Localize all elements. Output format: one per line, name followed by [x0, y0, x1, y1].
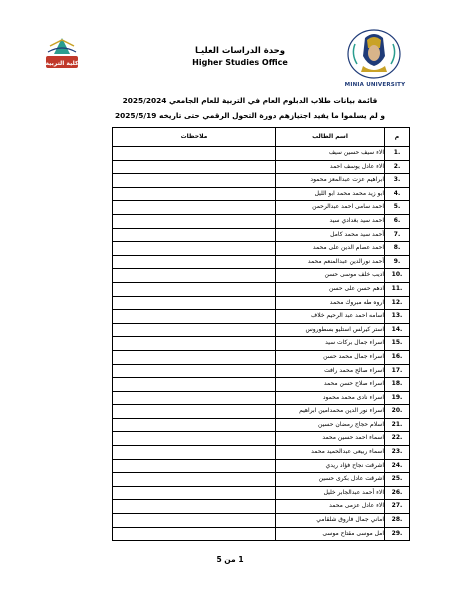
row-student-name: ادهم حسن على حسن — [276, 282, 385, 296]
table-row — [113, 459, 410, 473]
table-row — [113, 337, 410, 351]
row-student-name: أحمد نورالدين عبدالمنعم محمد — [276, 255, 385, 269]
row-student-name: اسماء ربيعى عبدالحميد محمد — [276, 446, 385, 460]
header-number: م — [385, 128, 410, 147]
row-number — [385, 405, 410, 419]
row-number-text: 7. — [393, 230, 401, 238]
row-student-name: امل موسى مقتاح موسى — [276, 527, 385, 541]
table-row — [113, 364, 410, 378]
row-number — [385, 378, 410, 392]
table-row — [113, 242, 410, 256]
row-student-name: اسراء نادى محمد محمود — [276, 391, 385, 405]
row-student-name: أحمد سيد محمد كامل — [276, 228, 385, 242]
row-notes — [113, 364, 276, 378]
table-row — [113, 486, 410, 500]
minia-university-label: MINIA UNIVERSITY — [344, 82, 406, 88]
row-number-text: 18. — [391, 380, 403, 388]
row-notes — [113, 296, 276, 310]
row-number-text: 11. — [391, 284, 403, 292]
row-number-text: 24. — [391, 461, 403, 469]
row-notes — [113, 337, 276, 351]
row-number — [385, 187, 410, 201]
row-student-name: اشرقت نجاح فؤاد ريدي — [276, 459, 385, 473]
page-number: 1 من 5 — [216, 555, 244, 564]
table-row — [113, 391, 410, 405]
row-number-text: 22. — [391, 434, 403, 442]
row-number — [385, 391, 410, 405]
row-number-text: 26. — [391, 488, 403, 496]
row-number — [385, 418, 410, 432]
row-number — [385, 201, 410, 215]
table-row — [113, 255, 410, 269]
row-notes — [113, 500, 276, 514]
minia-university-logo-icon — [345, 26, 403, 80]
faculty-of-education-logo-icon — [42, 36, 82, 74]
row-student-name: اسراء جمال بركات سيد — [276, 337, 385, 351]
row-student-name: ادیب خلف موسی حسن — [276, 269, 385, 283]
row-student-name: استر كيرلس استليو بسطوروس — [276, 323, 385, 337]
row-student-name: اسماء احمد حسين محمد — [276, 432, 385, 446]
table-row — [113, 323, 410, 337]
row-number-text: 25. — [391, 475, 403, 483]
row-notes — [113, 323, 276, 337]
row-number — [385, 160, 410, 174]
table-row — [113, 310, 410, 324]
row-number — [385, 269, 410, 283]
row-number — [385, 337, 410, 351]
row-number — [385, 323, 410, 337]
row-notes — [113, 201, 276, 215]
row-notes — [113, 282, 276, 296]
row-student-name: اروه طه مبروك محمد — [276, 296, 385, 310]
table-row — [113, 405, 410, 419]
row-number-text: 21. — [391, 420, 403, 428]
row-number-text: 5. — [393, 203, 401, 211]
document-title-line2: و لم يسلموا ما يفيد اجتيازهم دورة التحول الرقمي حتى تاريخه 2025/5/19 — [115, 111, 385, 120]
row-notes — [113, 242, 276, 256]
row-number-text: 8. — [393, 244, 401, 252]
row-number-text: 28. — [391, 516, 403, 524]
table-row — [113, 282, 410, 296]
row-number-text: 9. — [393, 257, 401, 265]
row-student-name: ابراهيم عزت عبدالمعز محمود — [276, 174, 385, 188]
row-student-name: اسراء جمال محمد حسن — [276, 350, 385, 364]
table-row — [113, 201, 410, 215]
row-number-text: 12. — [391, 298, 403, 306]
table-row — [113, 228, 410, 242]
row-number — [385, 147, 410, 161]
row-number-text: 23. — [391, 448, 403, 456]
row-number — [385, 473, 410, 487]
table-row — [113, 160, 410, 174]
table-row — [113, 446, 410, 460]
row-number — [385, 364, 410, 378]
row-notes — [113, 378, 276, 392]
row-notes — [113, 418, 276, 432]
table-row — [113, 432, 410, 446]
row-notes — [113, 446, 276, 460]
row-number — [385, 446, 410, 460]
table-row — [113, 473, 410, 487]
office-name-arabic: وحدة الدراسات العليـا — [194, 46, 286, 56]
table-row — [113, 174, 410, 188]
row-notes — [113, 486, 276, 500]
row-number — [385, 228, 410, 242]
row-student-name: اسامه احمد عبد الرحيم خلاف — [276, 310, 385, 324]
row-number-text: 14. — [391, 325, 403, 333]
row-number — [385, 310, 410, 324]
row-number — [385, 242, 410, 256]
table-row — [113, 514, 410, 528]
students-table — [112, 127, 410, 541]
row-number-text: 1. — [393, 149, 401, 156]
row-number — [385, 296, 410, 310]
row-notes — [113, 228, 276, 242]
header-student-name: اسم الطالب — [276, 128, 385, 147]
row-number-text: 19. — [391, 393, 403, 401]
row-notes — [113, 514, 276, 528]
table-row — [113, 214, 410, 228]
row-notes — [113, 160, 276, 174]
row-number-text: 17. — [391, 366, 403, 374]
table-row — [113, 350, 410, 364]
table-row — [113, 527, 410, 541]
row-student-name: الاء عادل عزمى محمد — [276, 500, 385, 514]
row-notes — [113, 255, 276, 269]
table-row — [113, 378, 410, 392]
row-number — [385, 500, 410, 514]
row-notes — [113, 147, 276, 161]
row-number-text: 20. — [391, 407, 403, 415]
row-number-text: 3. — [393, 176, 401, 184]
table-row — [113, 500, 410, 514]
document-title-line1: قائمة بيانات طلاب الدبلوم العام في التربية للعام الجامعي 2025/2024 — [122, 96, 378, 105]
row-number-text: 27. — [391, 502, 403, 510]
row-notes — [113, 527, 276, 541]
table-row — [113, 187, 410, 201]
row-number — [385, 527, 410, 541]
row-student-name: اشرقت عادل بكرى حسين — [276, 473, 385, 487]
row-number — [385, 432, 410, 446]
row-notes — [113, 391, 276, 405]
row-student-name: احمد عصام الدين على محمد — [276, 242, 385, 256]
row-student-name: اماني جمال فاروق شلقامي — [276, 514, 385, 528]
row-student-name: اسراء نور الدين محمدامين ابراهيم — [276, 405, 385, 419]
row-number — [385, 486, 410, 500]
row-number — [385, 514, 410, 528]
row-number — [385, 214, 410, 228]
row-number — [385, 350, 410, 364]
row-student-name: الاء أحمد عبدالجابر خليل — [276, 486, 385, 500]
row-notes — [113, 432, 276, 446]
table-row — [113, 147, 410, 161]
row-number-text: 4. — [393, 189, 401, 197]
row-number-text: 13. — [391, 312, 403, 320]
row-number — [385, 255, 410, 269]
row-number-text: 2. — [393, 162, 401, 170]
row-student-name: اسراء صلاح حسن محمد — [276, 378, 385, 392]
row-notes — [113, 350, 276, 364]
row-number-text: 16. — [391, 352, 403, 360]
office-name-english: Higher Studies Office — [192, 58, 288, 67]
faculty-logo-label: كلية التربية — [45, 60, 79, 67]
row-notes — [113, 187, 276, 201]
row-notes — [113, 459, 276, 473]
row-number-text: 10. — [391, 271, 403, 279]
row-student-name: الاء عادل يوسف احمد — [276, 160, 385, 174]
row-number — [385, 459, 410, 473]
row-student-name: اسراء صالح محمد رافت — [276, 364, 385, 378]
row-notes — [113, 214, 276, 228]
row-number-text: 29. — [391, 529, 403, 537]
row-student-name: ابو زيد محمد محمد ابو الليل — [276, 187, 385, 201]
row-student-name: اسلام حجاج رمضان حسين — [276, 418, 385, 432]
row-number — [385, 174, 410, 188]
table-header-row — [113, 128, 410, 147]
row-number — [385, 282, 410, 296]
row-notes — [113, 473, 276, 487]
table-row — [113, 418, 410, 432]
table-row — [113, 269, 410, 283]
row-student-name: احمد سامى احمد عبدالرحمن — [276, 201, 385, 215]
header-notes: ملاحظات — [113, 128, 276, 147]
row-student-name: الاء سيف حسين سيف — [276, 147, 385, 161]
row-notes — [113, 310, 276, 324]
row-notes — [113, 174, 276, 188]
row-notes — [113, 405, 276, 419]
table-row — [113, 296, 410, 310]
row-number-text: 6. — [393, 216, 401, 224]
row-number-text: 15. — [391, 339, 403, 347]
row-student-name: احمد سيد بغدادي سيد — [276, 214, 385, 228]
row-notes — [113, 269, 276, 283]
